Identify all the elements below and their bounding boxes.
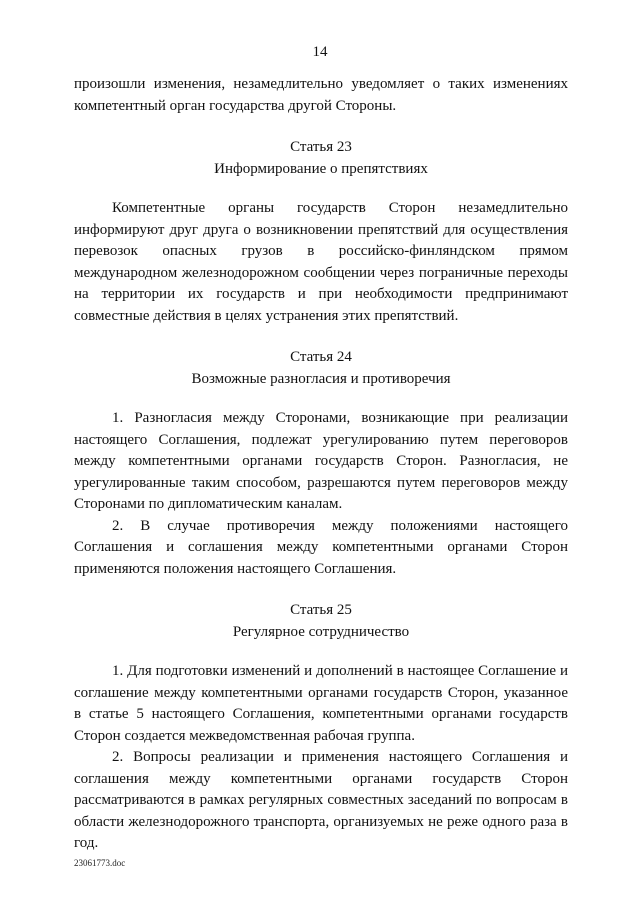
article-label: Статья 25: [290, 602, 352, 618]
article-24: [74, 347, 568, 580]
article-label: Статья 23: [290, 139, 352, 155]
article-23: [74, 137, 568, 327]
article-paragraph: 1. Для подготовки изменений и дополнений в настоящее Соглашение и соглашение между компетентными органами государств Сторон, указанное в статье 5 настоящего Соглашения, компетентными органами государств Сторон создается межведомственная рабочая группа.: [74, 663, 568, 744]
article-paragraph: Компетентные органы государств Сторон незамедлительно информируют друг друга о возникновении препятствий для осуществления перевозок опасных грузов в российско-финляндском прямом международном железнодорожном сообщении через пограничные переходы на территории их государств и при необходимости предпринимают совместные действия в целях устранения этих препятствий.: [74, 200, 568, 324]
article-25: [74, 600, 568, 855]
file-name-footer: 23061773.doc: [74, 858, 126, 868]
intro-paragraph: произошли изменения, незамедлительно уведомляет о таких изменениях компетентный орган государства другой Стороны.: [74, 76, 568, 114]
article-paragraph: 2. В случае противоречия между положениями настоящего Соглашения и соглашения между компетентными органами Сторон применяются положения настоящего Соглашения.: [74, 517, 568, 577]
article-title: Информирование о препятствиях: [214, 160, 428, 177]
document-body: [74, 74, 568, 855]
article-label: Статья 24: [290, 349, 352, 365]
page-number: 14: [312, 44, 328, 60]
article-title: Регулярное сотрудничество: [232, 623, 410, 640]
article-title: Возможные разногласия и противоречия: [191, 370, 451, 387]
article-paragraph: 1. Разногласия между Сторонами, возникающие при реализации настоящего Соглашения, подлежат урегулированию путем переговоров между компетентными органами государств Сторон. Разногласия, не урегулированные таким способом, разрешаются путем переговоров между Сторонами по дипломатическим каналам.: [74, 410, 568, 512]
article-paragraph: 2. Вопросы реализации и применения настоящего Соглашения и соглашения между компетентными органами государств Сторон рассматриваются в рамках регулярных совместных заседаний по вопросам в области железнодорожного транспорта, организуемых не реже одного раза в год.: [74, 749, 568, 851]
